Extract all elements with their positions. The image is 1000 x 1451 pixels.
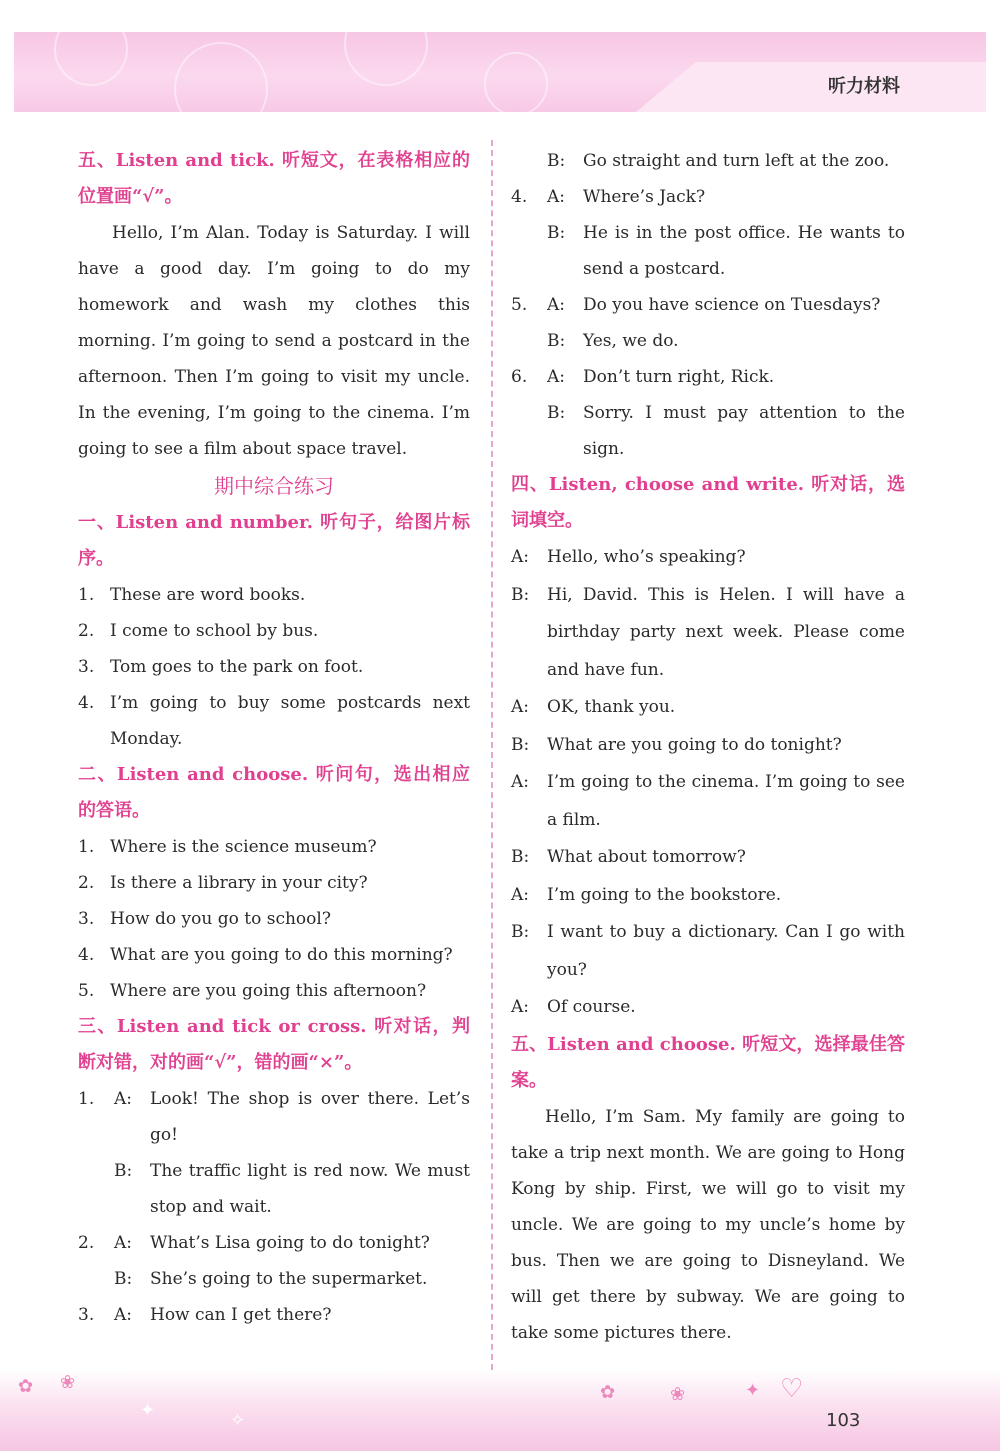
item-number: 2. (78, 1233, 95, 1253)
dialogue-line (78, 1081, 470, 1153)
dialogue-text: Hi, David. This is Helen. I will have a birthday party next week. Please come and have fun. (547, 584, 905, 680)
item-number: 3. (78, 657, 95, 677)
speaker-label: B: (547, 223, 566, 243)
section-heading: 三、Listen and tick or cross. 听对话，判断对错，对的画“√”，错的画“×”。 (78, 1016, 470, 1073)
conversation-line (511, 577, 905, 690)
conversation-line (511, 877, 905, 915)
banner-decoration (484, 52, 548, 112)
banner-decoration (54, 32, 128, 86)
left-column (78, 143, 470, 1333)
item-text: Tom goes to the park on foot. (110, 657, 364, 677)
dialogue-text: Do you have science on Tuesdays? (583, 295, 881, 315)
column-divider (491, 140, 493, 1370)
section-heading: 五、Listen and tick. 听短文，在表格相应的位置画“√”。 (78, 150, 470, 207)
dialogue-line (511, 287, 905, 323)
star-icon: ✧ (230, 1410, 246, 1431)
dialogue-line (511, 359, 905, 395)
speaker-label: A: (511, 772, 530, 792)
item-text: These are word books. (110, 585, 306, 605)
item-text: Where are you going this afternoon? (110, 981, 427, 1001)
dialogue-text: I’m going to the bookstore. (547, 884, 782, 905)
dialogue-line (511, 143, 905, 179)
page-number: 103 (826, 1410, 861, 1431)
page-header-title: 听力材料 (828, 76, 900, 97)
star-icon: ✦ (140, 1400, 156, 1421)
banner-decoration (344, 32, 428, 86)
conversation-line (511, 539, 905, 577)
dialogue-text: I want to buy a dictionary. Can I go with you? (547, 922, 905, 980)
dialogue-text: I’m going to the cinema. I’m going to see a film. (547, 772, 905, 830)
item-number: 4. (78, 945, 95, 965)
dialogue-text: Where’s Jack? (583, 187, 706, 207)
dialogue-text: Look! The shop is over there. Let’s go! (150, 1089, 470, 1145)
list-item (78, 649, 470, 685)
chapter-title: 期中综合练习 (214, 474, 334, 498)
conversation-line (511, 914, 905, 989)
dialogue-line (511, 395, 905, 467)
speaker-label: B: (511, 922, 530, 942)
item-number: 4. (511, 187, 528, 207)
item-text: How do you go to school? (110, 909, 331, 929)
flower-icon: ✿ (600, 1382, 616, 1403)
item-number: 3. (78, 909, 95, 929)
dialogue-line (511, 323, 905, 359)
dialogue-text: Sorry. I must pay attention to the sign. (583, 403, 905, 459)
speaker-label: B: (511, 584, 530, 605)
item-number: 3. (78, 1305, 95, 1325)
dialogue-text: He is in the post office. He wants to send a postcard. (583, 223, 905, 279)
list-item (78, 901, 470, 937)
item-number: 1. (78, 1089, 95, 1109)
speaker-label: A: (547, 367, 566, 387)
speaker-label: B: (547, 403, 566, 423)
list-item (78, 973, 470, 1009)
dialogue-text: Yes, we do. (583, 331, 679, 351)
section-heading: 五、Listen and choose. 听短文，选择最佳答案。 (511, 1033, 905, 1091)
list-item (78, 937, 470, 973)
speaker-label: B: (511, 734, 530, 755)
list-item (78, 829, 470, 865)
speaker-label: A: (114, 1305, 133, 1325)
speaker-label: A: (511, 997, 530, 1017)
passage-alan: Hello, I’m Alan. Today is Saturday. I will have a good day. I’m going to do my homework and wash my clothes this morning. I’m going to send a postcard in the afternoon. Then I’m going to visit my uncle. In the evening, I’m going to the cinema. I’m going to see a film about space travel. (78, 223, 470, 459)
section-heading: 一、Listen and number. 听句子，给图片标序。 (78, 512, 470, 569)
item-number: 6. (511, 367, 528, 387)
dialogue-line (511, 215, 905, 287)
flower-icon: ❀ (60, 1372, 76, 1393)
dialogue-text: OK, thank you. (547, 697, 676, 717)
dialogue-text: Hello, who’s speaking? (547, 547, 746, 567)
dialogue-line (511, 179, 905, 215)
heart-icon: ♡ (780, 1374, 804, 1404)
item-number: 1. (78, 585, 95, 605)
item-number: 1. (78, 837, 95, 857)
dialogue-text: Of course. (547, 997, 636, 1017)
dialogue-text: What about tomorrow? (547, 847, 746, 867)
speaker-label: B: (547, 151, 566, 171)
speaker-label: A: (114, 1089, 133, 1109)
section-heading: 二、Listen and choose. 听问句，选出相应的答语。 (78, 764, 470, 821)
speaker-label: A: (511, 547, 530, 567)
banner-decoration (174, 42, 268, 112)
header-banner (14, 32, 986, 112)
speaker-label: A: (511, 697, 530, 717)
flower-icon: ❀ (670, 1384, 686, 1405)
conversation-line (511, 689, 905, 727)
dialogue-text: Go straight and turn left at the zoo. (583, 151, 890, 171)
list-item (78, 865, 470, 901)
speaker-label: B: (114, 1161, 133, 1181)
speaker-label: A: (511, 884, 530, 905)
right-column (511, 143, 905, 1351)
conversation-line (511, 727, 905, 765)
speaker-label: A: (547, 295, 566, 315)
speaker-label: B: (114, 1269, 133, 1289)
dialogue-text: Don’t turn right, Rick. (583, 367, 775, 387)
dialogue-line (78, 1261, 470, 1297)
item-text: Where is the science museum? (110, 837, 377, 857)
dialogue-text: The traffic light is red now. We must stop and wait. (150, 1161, 470, 1217)
list-item (78, 577, 470, 613)
conversation-line (511, 764, 905, 839)
conversation-line (511, 989, 905, 1027)
passage-sam: Hello, I’m Sam. My family are going to take a trip next month. We are going to Hong Kong by ship. First, we will go to visit my uncle. We are going to my uncle’s home by bus. Then we are going to Disneyland. We will get there by subway. We are going to take some pictures there. (511, 1106, 905, 1343)
speaker-label: A: (114, 1233, 133, 1253)
item-text: I come to school by bus. (110, 621, 319, 641)
item-number: 2. (78, 873, 95, 893)
item-number: 5. (511, 295, 528, 315)
speaker-label: A: (547, 187, 566, 207)
speaker-label: B: (511, 847, 530, 867)
star-icon: ✦ (745, 1380, 761, 1401)
item-number: 4. (78, 693, 95, 713)
item-number: 5. (78, 981, 95, 1001)
dialogue-text: What are you going to do tonight? (547, 734, 842, 755)
flower-icon: ✿ (18, 1376, 34, 1397)
item-text: What are you going to do this morning? (110, 945, 453, 965)
dialogue-line (78, 1153, 470, 1225)
dialogue-line (78, 1297, 470, 1333)
speaker-label: B: (547, 331, 566, 351)
dialogue-text: How can I get there? (150, 1305, 332, 1325)
item-number: 2. (78, 621, 95, 641)
dialogue-line (78, 1225, 470, 1261)
conversation-line (511, 839, 905, 877)
dialogue-text: What’s Lisa going to do tonight? (150, 1233, 430, 1253)
list-item (78, 685, 470, 757)
dialogue-text: She’s going to the supermarket. (150, 1269, 428, 1289)
section-heading: 四、Listen, choose and write. 听对话，选词填空。 (511, 474, 905, 531)
list-item (78, 613, 470, 649)
banner-tab (636, 62, 986, 112)
item-text: I’m going to buy some postcards next Monday. (110, 693, 470, 749)
item-text: Is there a library in your city? (110, 873, 368, 893)
